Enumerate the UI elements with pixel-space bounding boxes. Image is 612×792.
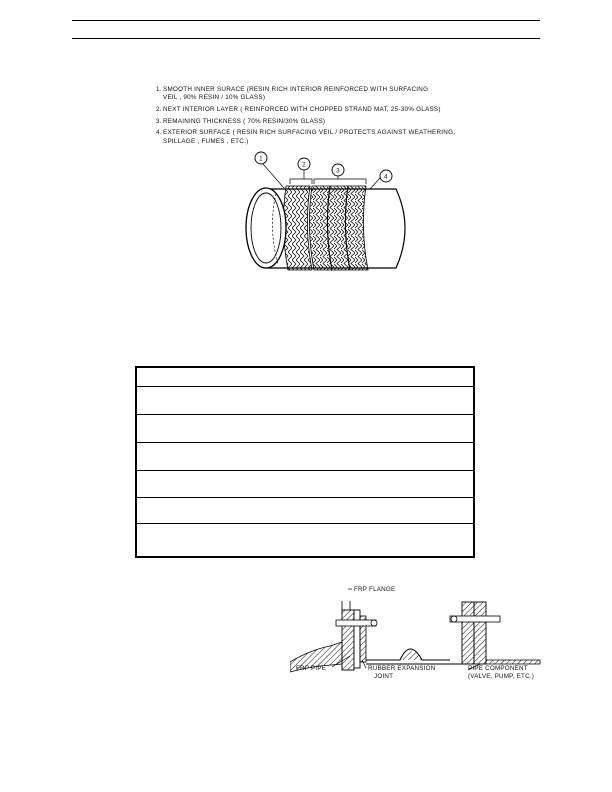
layer-note-2 xyxy=(156,106,486,114)
callout-bracket-3 xyxy=(314,176,366,184)
layer-note-3 xyxy=(156,118,486,126)
label-frp-pipe: FRP PIPE xyxy=(296,665,327,672)
flange-ring xyxy=(354,610,360,668)
bolt-upper-right xyxy=(450,616,500,622)
pipe-component-flange-left xyxy=(462,602,474,664)
frp-pipe-layers-illustration xyxy=(236,148,436,278)
flange-stud xyxy=(342,601,350,610)
empty-table xyxy=(135,366,475,558)
callout-leader-4 xyxy=(370,178,380,189)
callout-label-2: 2 xyxy=(302,161,306,169)
pipe-end-inner xyxy=(251,193,281,263)
callout-bracket-2 xyxy=(290,170,312,184)
pipe-component-flange-right xyxy=(474,602,486,664)
table-row xyxy=(137,442,473,443)
layer-remaining-thickness xyxy=(309,186,368,270)
label-rubber-expansion: RUBBER EXPANSION xyxy=(368,665,436,672)
note-number: 1. xyxy=(156,86,162,93)
table-row xyxy=(137,497,473,498)
label-pipe-component: PIPE COMPONENT xyxy=(468,665,528,672)
note-text: EXTERIOR SURFACE ( RESIN RICH SURFACING VEIL / PROTECTS AGAINST WEATHERING, SPILLAGE , FUMES , ETC.) xyxy=(163,129,456,145)
header-rule-top xyxy=(72,20,540,21)
frp-expansion-joint-illustration xyxy=(290,580,550,690)
nut-icon xyxy=(451,616,457,622)
note-text: SMOOTH INNER SURACE (RESIN RICH INTERIOR REINFORCED WITH SURFACING VEIL , 90% RESIN / 10% GLASS) xyxy=(163,86,429,102)
table-row xyxy=(137,386,473,387)
nut-icon xyxy=(371,620,377,626)
layer-notes xyxy=(156,86,486,149)
callout-label-1: 1 xyxy=(259,155,263,163)
table-row xyxy=(137,523,473,524)
label-frp-flange: FRP FLANGE xyxy=(354,586,396,593)
note-number: 2. xyxy=(156,105,162,113)
table-row xyxy=(137,470,473,471)
label-valve-pump: (VALVE, PUMP, ETC.) xyxy=(468,673,535,680)
frp-flange-left xyxy=(342,610,354,670)
note-text: REMAINING THICKNESS ( 70% RESIN/30% GLASS) xyxy=(163,117,326,125)
header-rule-bottom xyxy=(72,38,540,39)
callout-label-3: 3 xyxy=(336,167,340,175)
note-number: 3. xyxy=(156,117,162,125)
component-body xyxy=(486,660,540,664)
layer-chopped-strand xyxy=(283,186,312,270)
bolt-upper-left xyxy=(336,620,376,626)
layer-note-4 xyxy=(156,129,486,145)
layer-note-1 xyxy=(156,86,486,102)
callout-leader-1 xyxy=(263,164,284,188)
table-row xyxy=(137,414,473,415)
callout-label-4: 4 xyxy=(384,173,388,181)
note-text: NEXT INTERIOR LAYER ( REINFORCED WITH CHOPPED STRAND MAT, 25-30% GLASS) xyxy=(163,105,441,113)
label-joint: JOINT xyxy=(374,673,394,680)
note-number: 4. xyxy=(156,129,162,137)
